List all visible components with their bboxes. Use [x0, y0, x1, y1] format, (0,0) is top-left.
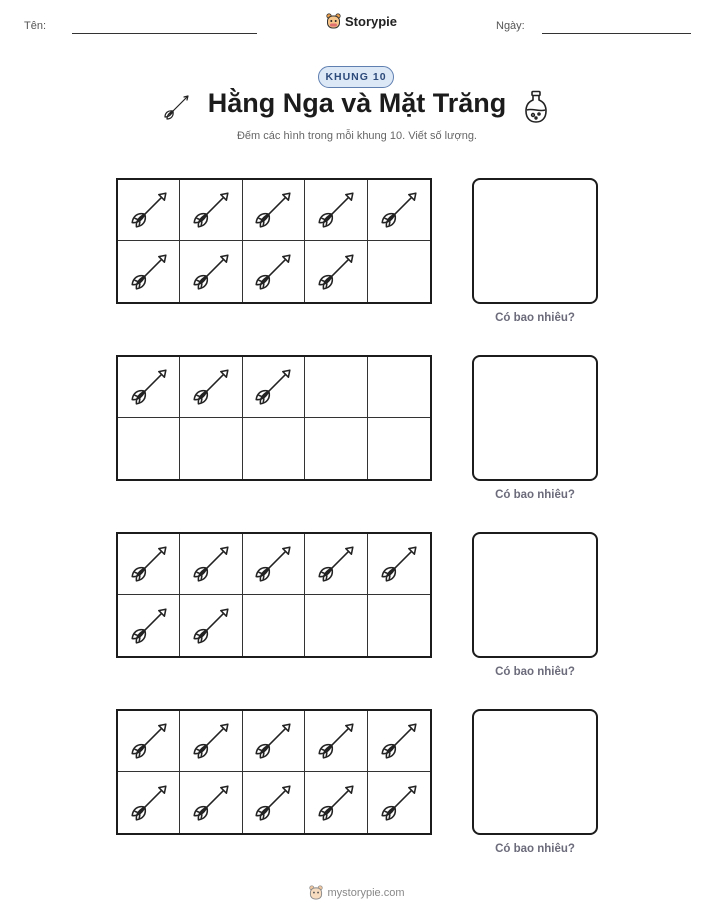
answer-box[interactable]: [472, 709, 598, 835]
arrow-icon: [252, 720, 294, 762]
ten-frame-cell: [368, 241, 430, 302]
ten-frame-cell: [305, 418, 367, 479]
arrow-icon: [190, 782, 232, 824]
name-label: Tên:: [24, 20, 47, 32]
how-many-label: Có bao nhiêu?: [495, 312, 575, 324]
ten-frame-cell: [305, 595, 367, 656]
ten-frame: [116, 355, 432, 481]
ten-frame-cell: [368, 357, 430, 418]
ten-frame-cell: [305, 180, 367, 241]
ten-frame-cell: [118, 711, 180, 772]
ten-frame-cell: [368, 418, 430, 479]
arrow-icon: [190, 189, 232, 231]
arrow-icon: [190, 543, 232, 585]
ten-frame-cell: [368, 534, 430, 595]
arrow-icon: [128, 251, 170, 293]
ten-frame-cell: [118, 241, 180, 302]
date-line[interactable]: [542, 33, 691, 34]
ten-frame-cell: [180, 772, 242, 833]
footer-url: mystorypie.com: [327, 887, 405, 899]
arrow-icon: [252, 251, 294, 293]
ten-frame-cell: [180, 418, 242, 479]
ten-frame-cell: [118, 357, 180, 418]
arrow-icon: [128, 782, 170, 824]
arrow-icon: [315, 189, 357, 231]
ten-frame-cell: [305, 534, 367, 595]
ten-frame-cell: [118, 772, 180, 833]
arrow-icon: [378, 782, 420, 824]
arrow-icon: [128, 366, 170, 408]
ten-frame-cell: [118, 595, 180, 656]
arrow-icon: [128, 720, 170, 762]
ten-frame-cell: [368, 772, 430, 833]
ten-frame-cell: [118, 534, 180, 595]
arrow-icon: [190, 366, 232, 408]
arrow-icon: [252, 366, 294, 408]
ten-frame-cell: [243, 241, 305, 302]
ten-frame-cell: [243, 711, 305, 772]
page-title: Hằng Nga và Mặt Trăng: [207, 88, 507, 118]
ten-frame-cell: [180, 534, 242, 595]
arrow-icon: [252, 189, 294, 231]
brand-logo: [326, 13, 397, 30]
instructions: Đếm các hình trong mỗi khung 10. Viết số lượng.: [236, 130, 477, 142]
potion-bottle-icon: [524, 90, 548, 124]
worksheet-type-badge: KHUNG 10: [318, 66, 394, 88]
ten-frame-cell: [118, 418, 180, 479]
ten-frame-cell: [243, 534, 305, 595]
ten-frame-cell: [180, 595, 242, 656]
ten-frame-cell: [243, 357, 305, 418]
ten-frame-cell: [243, 772, 305, 833]
storypie-mascot-icon: [326, 13, 341, 30]
arrow-icon: [315, 720, 357, 762]
arrow-icon: [128, 605, 170, 647]
ten-frame: [116, 532, 432, 658]
ten-frame-cell: [305, 241, 367, 302]
arrow-icon: [190, 605, 232, 647]
arrow-icon: [128, 543, 170, 585]
how-many-label: Có bao nhiêu?: [495, 666, 575, 678]
ten-frame: [116, 709, 432, 835]
ten-frame-cell: [118, 180, 180, 241]
date-label: Ngày:: [496, 20, 525, 32]
ten-frame-cell: [368, 595, 430, 656]
arrow-icon: [252, 543, 294, 585]
ten-frame-cell: [180, 180, 242, 241]
ten-frame-cell: [368, 180, 430, 241]
arrow-icon: [378, 189, 420, 231]
ten-frame-cell: [305, 711, 367, 772]
arrow-icon: [378, 543, 420, 585]
arrow-icon: [315, 543, 357, 585]
arrow-icon: [190, 720, 232, 762]
ten-frame-cell: [243, 180, 305, 241]
arrow-icon: [315, 782, 357, 824]
name-line[interactable]: [72, 33, 257, 34]
ten-frame-cell: [180, 711, 242, 772]
brand-name: Storypie: [345, 14, 398, 29]
how-many-label: Có bao nhiêu?: [495, 843, 575, 855]
ten-frame-cell: [305, 357, 367, 418]
ten-frame-cell: [180, 357, 242, 418]
storypie-mascot-icon: [309, 885, 323, 901]
ten-frame-cell: [243, 595, 305, 656]
footer: [0, 885, 714, 901]
ten-frame-cell: [243, 418, 305, 479]
ten-frame-cell: [180, 241, 242, 302]
how-many-label: Có bao nhiêu?: [495, 489, 575, 501]
ten-frame-cell: [368, 711, 430, 772]
answer-box[interactable]: [472, 178, 598, 304]
arrow-icon: [315, 251, 357, 293]
ten-frame-cell: [305, 772, 367, 833]
ten-frame: [116, 178, 432, 304]
arrow-icon: [252, 782, 294, 824]
arrow-icon: [128, 189, 170, 231]
answer-box[interactable]: [472, 532, 598, 658]
arrow-icon: [378, 720, 420, 762]
arrow-icon: [190, 251, 232, 293]
answer-box[interactable]: [472, 355, 598, 481]
